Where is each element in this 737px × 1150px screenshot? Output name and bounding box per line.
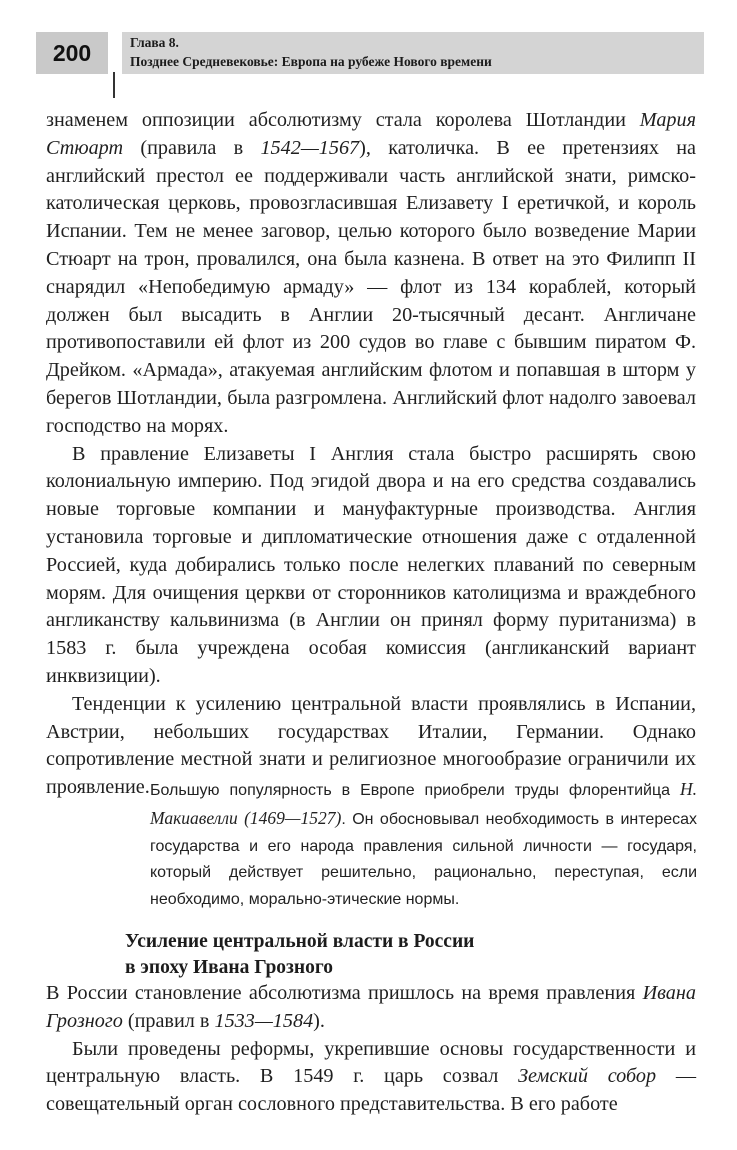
page-number: 200	[36, 32, 108, 74]
page-header	[36, 32, 704, 76]
paragraph-2: В правление Елизаветы I Англия стала быстро расширять свою колониальную империю. Под эгидой двора и на его средства создавались новые торговые компании и мануфактурные производства. Англия установила торговые и дипломатические отношения даже с отдаленной Россией, куда добирались только после нелегких плаваний по северным морям. Для очищения церкви от сторонников католицизма и враждебного англиканству кальвинизма (в Англии он принял форму пуританизма) в 1583 г. была учреждена особая комиссия (англиканский вариант инквизиции).	[46, 442, 696, 687]
person-name: Ивана Грозного	[46, 982, 696, 1032]
reign-years: 1533—1584	[214, 1009, 314, 1032]
person-name: Н. Макиавелли (1469—1527)	[150, 779, 697, 828]
sidebar-note	[150, 776, 697, 914]
section-heading	[125, 929, 474, 981]
text-run: ).	[313, 1009, 325, 1032]
term: Земский собор	[518, 1065, 657, 1088]
paragraph-5	[46, 1036, 696, 1119]
text-run: ), католичка. В ее претензиях на английский престол ее поддерживали часть английской знати, римско-католическая церковь, провозгласившая Елизавету I еретичкой, и король Испании. Тем не менее заговор, целью которого было возведение Марии Стюарт на трон, провалился, она была казнена. В ответ на это Филипп II снарядил «Непобедимую армаду» — флот из 134 кораблей, который должен был высадить в Англии 20-тысячный десант. Англичане противопоставили ей флот из 200 судов во главе с бывшим пиратом Ф. Дрейком. «Армада», атакуемая английским флотом и попавшая в шторм у берегов Шотландии, была разгромлена. Английский флот надолго завоевал господство на морях.	[46, 136, 697, 437]
section-text	[46, 980, 696, 1119]
header-divider	[113, 72, 115, 98]
text-run: (правил в	[122, 1009, 215, 1032]
paragraph-1	[46, 107, 696, 441]
text-run: . Он обосновывал необходимость в интересах государства и его народа правления сильной личности — государя, который действует решительно, рационально, переступая, если необходимо, морально-этические нормы.	[150, 810, 698, 909]
text-run: (правила в	[123, 136, 261, 159]
running-title	[130, 33, 492, 71]
person-name: Мария Стюарт	[46, 109, 696, 159]
heading-line: Усиление центральной власти в России	[125, 931, 475, 952]
chapter-title: Позднее Средневековье: Европа на рубеже Нового времени	[130, 54, 492, 69]
text-run: знаменем оппозиции абсолютизму стала королева Шотландии	[46, 109, 640, 131]
reign-years: 1542—1567	[260, 136, 360, 159]
heading-line: в эпоху Ивана Грозного	[125, 957, 333, 978]
text-run: — совещательный орган сословного представительства. В его работе	[46, 1065, 697, 1116]
text-run: В России становление абсолютизма пришлось на время правления	[46, 982, 643, 1004]
main-text	[46, 107, 696, 802]
paragraph-4	[46, 980, 696, 1036]
text-run: Были проведены реформы, укрепившие основы государственности и центральную власть. В 1549 г. царь созвал	[46, 1037, 696, 1088]
text-run: Большую популярность в Европе приобрели труды флорентийца	[150, 782, 680, 799]
chapter-label: Глава 8.	[130, 35, 179, 50]
paragraph-3: Тенденции к усилению центральной власти проявлялись в Испании, Австрии, небольших государствах Италии, Германии. Однако сопротивление местной знати и религиозное многообразие ограничили их проявление.	[46, 692, 696, 799]
